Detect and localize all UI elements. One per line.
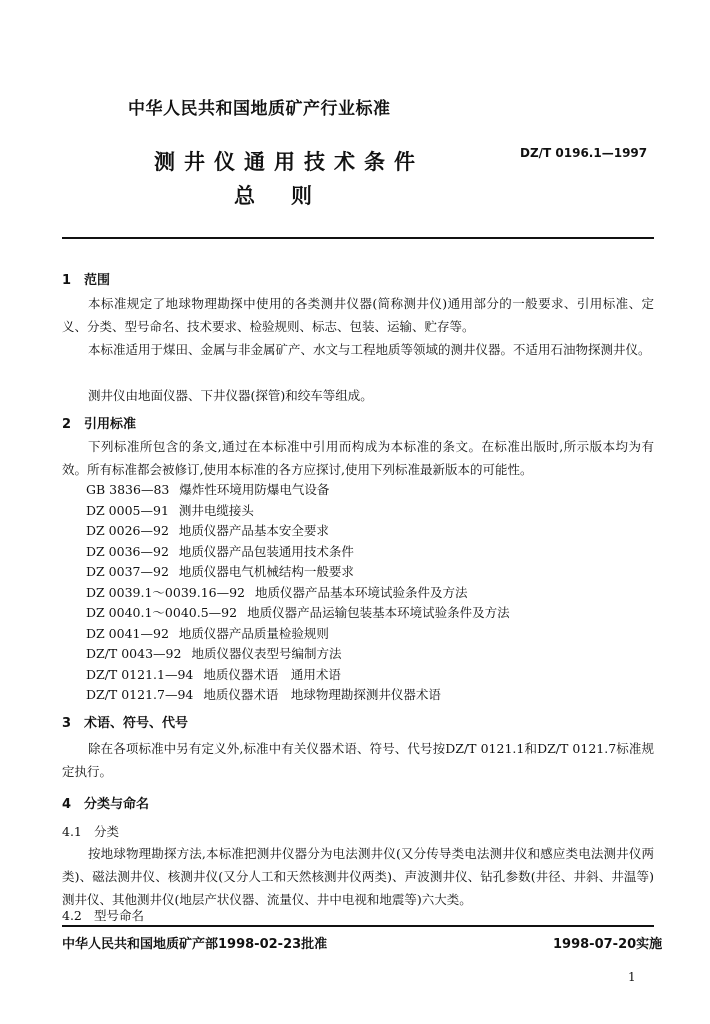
section-title: 引用标准: [84, 417, 137, 432]
approval-line: 中华人民共和国地质矿产部1998-02-23批准: [62, 937, 328, 952]
reference-item: [86, 480, 510, 501]
reference-name: 地质仪器术语 地球物理勘探测井仪器术语: [203, 687, 441, 702]
reference-list: [86, 480, 510, 706]
section-title: 术语、符号、代号: [84, 716, 189, 731]
reference-name: 爆炸性环境用防爆电气设备: [179, 482, 330, 497]
section-number: 3: [62, 716, 72, 731]
reference-name: 地质仪器产品质量检验规则: [178, 625, 329, 641]
section-1-heading: [62, 269, 110, 288]
reference-code: DZ 0040.1～0040.5—92: [86, 605, 238, 620]
subsection-4-1-paragraph: 按地球物理勘探方法,本标准把测井仪器分为电法测井仪(又分传导类电法测井仪和感应类电法测井仪两类)、磁法测井仪、核测井仪(又分人工和天然核测井仪两类)、声波测井仪、钻孔参数(井径、井斜、井温等)测井仪、其他测井仪(地层产状仪器、流量仪、井中电视和地震等)六大类。: [62, 846, 654, 907]
reference-item: [86, 542, 510, 563]
subsection-4-1-heading: [62, 822, 119, 840]
organization-title: 中华人民共和国地质矿产行业标准: [128, 99, 391, 119]
reference-code: DZ/T 0121.1—94: [86, 666, 194, 682]
reference-name: 地质仪器产品基本安全要求: [178, 523, 329, 538]
section-1-paragraph-2: 本标准适用于煤田、金属与非金属矿产、水文与工程地质等领域的测井仪器。不适用石油物探测井仪。: [88, 342, 651, 357]
section-number: 2: [62, 417, 72, 432]
reference-item: [86, 685, 510, 706]
page-number: 1: [628, 970, 636, 984]
document-title: 测井仪通用技术条件: [154, 150, 424, 174]
reference-code: GB 3836—83: [86, 482, 170, 497]
reference-item: [86, 644, 510, 665]
subsection-number: 4.1: [62, 824, 82, 839]
subsection-number: 4.2: [62, 908, 82, 923]
header-rule: [62, 237, 654, 239]
reference-item: [86, 521, 510, 542]
reference-name: 地质仪器产品基本环境试验条件及方法: [255, 584, 468, 600]
section-4-heading: [62, 793, 149, 812]
reference-name: 地质仪器产品包装通用技术条件: [178, 543, 354, 559]
effective-date: 1998-07-20实施: [553, 937, 663, 952]
reference-code: DZ 0037—92: [86, 564, 169, 579]
section-3-heading: [62, 712, 188, 731]
reference-item: [86, 624, 510, 645]
reference-code: DZ 0039.1～0039.16—92: [86, 584, 246, 600]
reference-code: DZ/T 0121.7—94: [86, 687, 194, 702]
reference-name: 地质仪器术语 通用术语: [203, 666, 341, 682]
section-title: 范围: [84, 273, 111, 288]
section-number: 4: [62, 797, 72, 812]
reference-name: 地质仪器产品运输包装基本环境试验条件及方法: [247, 605, 510, 620]
section-1-paragraph-3: 测井仪由地面仪器、下井仪器(探管)和绞车等组成。: [88, 388, 373, 403]
reference-code: DZ 0005—91: [86, 502, 169, 518]
reference-item: [86, 665, 510, 686]
subsection-title: 分类: [94, 824, 120, 839]
section-3-paragraph: 除在各项标准中另有定义外,标准中有关仪器术语、符号、代号按DZ/T 0121.1和DZ/T 0121.7标准规定执行。: [62, 741, 654, 779]
subsection-title: 型号命名: [94, 908, 145, 923]
reference-item: [86, 562, 510, 583]
reference-code: DZ 0036—92: [86, 543, 169, 559]
section-2-heading: [62, 413, 136, 432]
reference-code: DZ 0041—92: [86, 625, 169, 641]
section-number: 1: [62, 273, 72, 288]
section-2-intro: 下列标准所包含的条文,通过在本标准中引用而构成为本标准的条文。在标准出版时,所示版本均为有效。所有标准都会被修订,使用本标准的各方应探讨,使用下列标准最新版本的可能性。: [62, 439, 654, 477]
reference-name: 测井电缆接头: [178, 502, 254, 518]
section-title: 分类与命名: [84, 797, 150, 812]
reference-code: DZ 0026—92: [86, 523, 169, 538]
footer-rule: [62, 925, 654, 927]
reference-name: 地质仪器仪表型号编制方法: [191, 646, 342, 661]
reference-item: [86, 603, 510, 624]
reference-item: [86, 501, 510, 522]
subsection-4-2-heading: [62, 906, 144, 924]
section-1-paragraph-1: 本标准规定了地球物理勘探中使用的各类测井仪器(简称测井仪)通用部分的一般要求、引用标准、定义、分类、型号命名、技术要求、检验规则、标志、包装、运输、贮存等。: [62, 296, 654, 334]
standard-number: DZ/T 0196.1—1997: [520, 146, 648, 160]
reference-item: [86, 583, 510, 604]
reference-name: 地质仪器电气机械结构一般要求: [178, 564, 354, 579]
document-subtitle: 总则: [234, 184, 348, 208]
reference-code: DZ/T 0043—92: [86, 646, 182, 661]
